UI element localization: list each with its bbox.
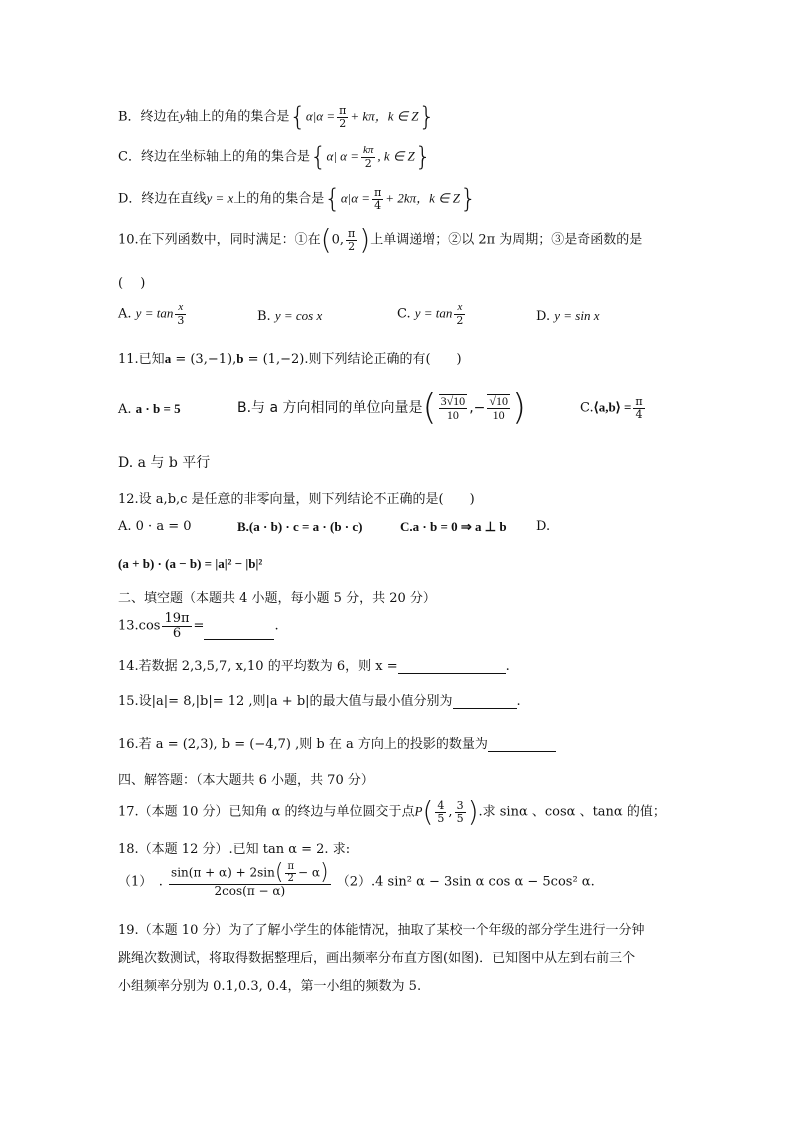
q12-stem-text: 12.设 a,b,c 是任意的非零向量，则下列结论不正确的是( ) (118, 492, 475, 507)
q19-line-1 (118, 919, 644, 938)
q13-fraction (162, 612, 191, 640)
fraction-numerator: 3√10 (440, 394, 466, 409)
fraction-numerator: 19π (164, 611, 190, 626)
left-paren: ( (320, 223, 332, 256)
option-expr: y = tan (135, 305, 174, 321)
option-expr: y = sin x (554, 308, 600, 323)
unit-vector-x (439, 394, 468, 421)
fraction-numerator: x (454, 302, 465, 315)
section-heading-fill-in (118, 587, 436, 606)
fraction-numerator: 4 (437, 798, 445, 812)
q18-stem (118, 838, 350, 857)
right-brace: } (414, 142, 432, 172)
fraction-numerator: √10 (489, 394, 508, 409)
fraction-numerator (169, 862, 331, 885)
left-brace: { (309, 142, 327, 172)
part-2-text: （2）.4 sin² α − 3sin α cos α − 5cos² α. (336, 874, 595, 890)
fraction-denominator: 10 (446, 408, 459, 422)
separator: ,− (469, 400, 486, 416)
inner-fraction (285, 862, 296, 884)
q9-option-b (118, 104, 435, 130)
q10-stem (118, 223, 643, 256)
option-label: D. (536, 309, 551, 324)
option-label: A. (118, 402, 132, 417)
fraction-numerator: π (287, 861, 295, 872)
option-expr: ⟨a,b⟩ = (593, 399, 632, 415)
vector-a-value: = (3,−1), (175, 352, 237, 367)
q12-option-a (118, 519, 192, 534)
q11-stem-a: 11.已知 (118, 352, 165, 367)
q11-option-c (580, 396, 647, 420)
period: . (516, 694, 521, 709)
right-paren: ) (467, 795, 479, 828)
option-text: B.与 a 方向相同的单位向量是 (237, 400, 423, 416)
q9-b-var: y (179, 108, 186, 124)
numerator-text: sin(π + α) + 2sin (171, 865, 275, 880)
option-label: B. (257, 309, 271, 324)
fraction-denominator: 5 (456, 811, 464, 825)
fraction-numerator: π (339, 103, 347, 117)
fraction-denominator: 3 (177, 313, 185, 327)
option-label: C. (580, 400, 594, 416)
q9-b-fraction (337, 105, 348, 129)
option-text: A. 0 · a = 0 (118, 519, 192, 534)
fraction-numerator: π (374, 185, 382, 199)
answer-bracket: ( ) (118, 276, 146, 291)
q10-option-a (118, 302, 188, 326)
section-heading-answer (118, 769, 374, 788)
q18-parts (118, 862, 595, 898)
option-expr: y = cos x (274, 308, 323, 323)
point-x-fraction (435, 800, 446, 824)
q12-option-d (536, 519, 550, 534)
fraction-denominator: 4 (635, 407, 643, 421)
q10-interval-left: 0, (331, 232, 345, 248)
q18-stem-text: 18.（本题 12 分）.已知 tan α = 2. 求: (118, 842, 351, 857)
option-label: C. (397, 306, 411, 322)
q9-c-fraction (361, 145, 375, 169)
right-paren: ) (320, 860, 329, 885)
q11-stem-b: .则下列结论正确的有( ) (304, 352, 462, 367)
q17: 17.（本题 10 分）已知角 α 的终边与单位圆交于点P( $\frac{4}{5}$ , $\frac{3}{5}$ ).求 sinα 、cosα 、tanα 的值； (118, 795, 666, 828)
fraction-denominator: 6 (172, 625, 182, 641)
q10-option-b (257, 308, 322, 324)
answer-blank[interactable] (398, 659, 506, 674)
q19-line-2 (118, 947, 635, 966)
q9-d-tail: + 2kπ，k ∈ Z (385, 190, 460, 206)
fraction-numerator: x (175, 302, 186, 315)
q9-b-mid: 轴上的角的集合是 (185, 109, 290, 125)
fraction-numerator: π (635, 395, 643, 408)
q18-part1-fraction (169, 862, 331, 898)
right-brace: } (418, 102, 436, 132)
q10-stem-b: 上单调递增；②以 2π 为周期；③是奇函数的是 (370, 232, 643, 248)
q9-d-eq: y = x (206, 190, 234, 206)
fraction-numerator: π (348, 226, 356, 240)
equals-sign: = (193, 618, 205, 634)
numerator-tail: − α (298, 865, 321, 880)
q16 (118, 733, 556, 752)
q9-d-prefix: D．终边在直线 (118, 191, 207, 207)
option-text: D. a 与 b 平行 (118, 455, 211, 471)
part-1-label: （1） . (118, 874, 163, 890)
answer-blank[interactable] (204, 625, 274, 640)
q19-line-3 (118, 975, 421, 994)
q12-option-d-continued (118, 556, 262, 572)
q19-text: 跳绳次数测试，将取得数据整理后，画出频率分布直方图(如图)．已知图中从左到右前三个 (118, 951, 636, 966)
q13 (118, 612, 279, 640)
fraction-numerator: kπ (363, 143, 374, 156)
fraction-denominator: 10 (492, 408, 505, 422)
q9-option-d (118, 186, 476, 212)
left-paren: ( (422, 795, 434, 828)
answer-blank[interactable] (488, 737, 556, 752)
vector-b: b (236, 351, 244, 366)
point-label: P (414, 803, 423, 819)
section-title: 二、填空题（本题共 4 小题，每小题 5 分，共 20 分） (118, 591, 436, 606)
q11-option-b (237, 387, 527, 428)
period: . (505, 659, 510, 674)
q14 (118, 655, 510, 674)
q17-text-b: .求 sinα 、cosα 、tanα 的值； (478, 804, 666, 820)
left-paren: ( (274, 860, 284, 885)
q10-option-c (397, 302, 467, 326)
q12-option-b (237, 519, 363, 535)
q9-b-set: α|α = (305, 108, 336, 124)
unit-vector-y (487, 394, 510, 421)
vector-b-value: = (1,−2) (247, 352, 305, 367)
vector-a: a (164, 351, 172, 366)
left-paren: ( (422, 387, 437, 428)
q11-option-a (118, 401, 181, 417)
fraction-denominator: 2 (339, 116, 347, 130)
q19-text: 小组频率分别为 0.1,0.3, 0.4，第一小组的频数为 5. (118, 979, 422, 994)
right-paren: ) (511, 387, 527, 428)
q19-text: 19.（本题 10 分）为了了解小学生的体能情况，抽取了某校一个年级的部分学生进行一分钟 (118, 923, 645, 938)
option-expr: y = tan (414, 305, 453, 321)
fraction-denominator: 2 (348, 239, 356, 253)
option-fraction (633, 396, 644, 420)
option-fraction (175, 302, 186, 326)
right-brace: } (459, 184, 477, 214)
point-y-fraction (455, 800, 466, 824)
q17-text-a: 17.（本题 10 分）已知角 α 的终边与单位圆交于点 (118, 804, 415, 820)
q9-b-prefix: B．终边在 (118, 109, 180, 125)
fraction-denominator: 5 (437, 811, 445, 825)
q12-option-c (400, 519, 507, 535)
q9-d-mid: 上的角的集合是 (233, 191, 325, 207)
q13-prefix: 13.cos (118, 618, 161, 634)
section-title: 四、解答题：（本大题共 6 小题，共 70 分） (118, 773, 374, 788)
q14-text: 14.若数据 2,3,5,7, x,10 的平均数为 6，则 x = (118, 659, 398, 674)
q9-d-set: α|α = (340, 190, 371, 206)
q9-b-tail: + kπ，k ∈ Z (350, 108, 419, 124)
option-fraction (454, 302, 465, 326)
fraction-denominator: 2 (364, 156, 372, 170)
option-label: D. (536, 519, 551, 534)
q15 (118, 690, 521, 709)
q10-interval-fraction (346, 228, 357, 252)
fraction-denominator: 2cos(π − α) (214, 884, 286, 898)
right-paren: ) (359, 223, 371, 256)
q10-stem-a: 10.在下列函数中，同时满足：①在 (118, 232, 321, 248)
period: . (274, 618, 279, 634)
q9-d-fraction (372, 187, 383, 211)
option-expr: a · b = 5 (135, 401, 181, 416)
q16-text: 16.若 a = (2,3), b = (−4,7) ,则 b 在 a 方向上的投影的数量为 (118, 737, 488, 752)
q11-option-d (118, 452, 210, 472)
q9-c-prefix: C．终边在坐标轴上的角的集合是 (118, 149, 310, 165)
left-brace: { (289, 102, 306, 132)
option-text: (a + b) · (a − b) = |a|² − |b|² (118, 556, 263, 571)
q9-option-c (118, 144, 431, 170)
q12-stem (118, 488, 475, 507)
fraction-numerator: 3 (456, 798, 464, 812)
option-label: A. (118, 306, 132, 322)
q11-stem (118, 348, 462, 367)
answer-blank[interactable] (453, 694, 517, 709)
q10-option-d (536, 308, 599, 324)
fraction-denominator: 4 (374, 198, 382, 212)
q10-bracket (118, 272, 145, 291)
option-text: B.(a · b) · c = a · (b · c) (237, 519, 363, 534)
q9-c-tail: , k ∈ Z (377, 148, 415, 164)
fraction-denominator: 2 (456, 313, 464, 327)
q15-text: 15.设|a|= 8,|b|= 12 ,则|a + b|的最大值与最小值分别为 (118, 694, 453, 709)
option-text: C.a · b = 0 ⇒ a ⊥ b (400, 519, 507, 534)
q9-c-set: α| α = (326, 148, 359, 164)
left-brace: { (324, 184, 341, 214)
fraction-denominator: 2 (287, 872, 294, 884)
